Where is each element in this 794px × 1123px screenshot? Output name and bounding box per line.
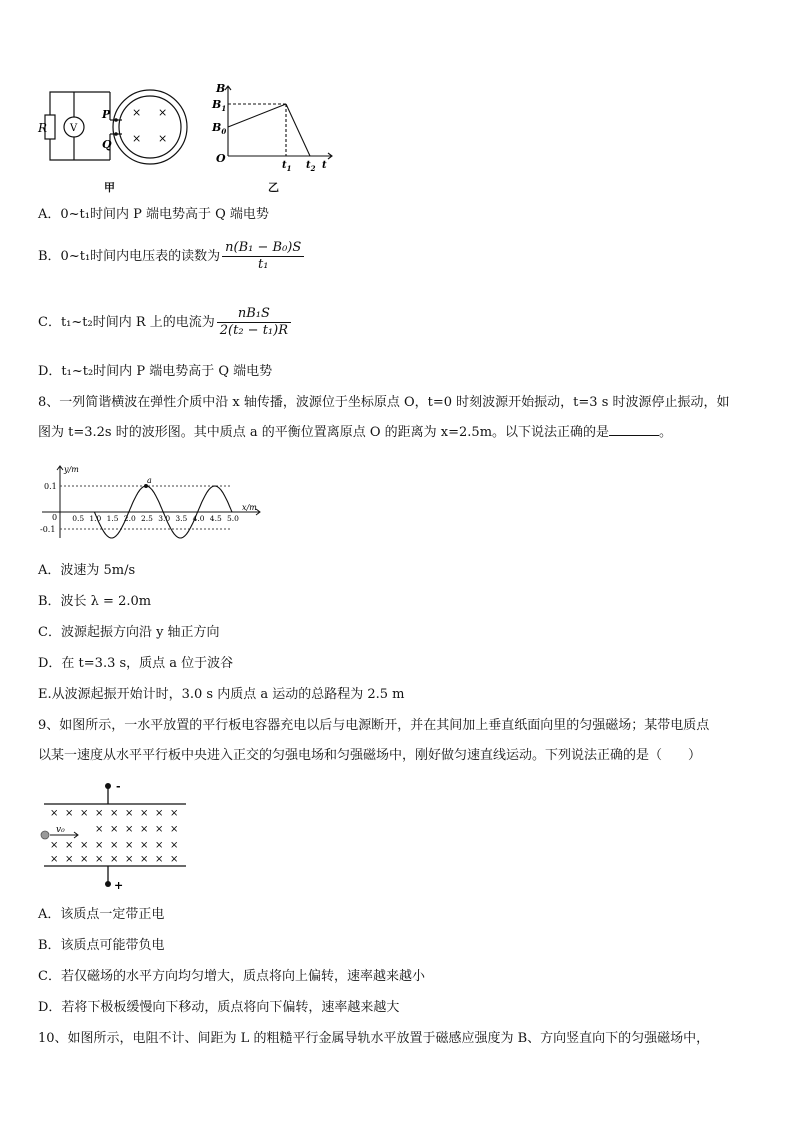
q7-option-b: B．0~t₁时间内电压表的读数为 $\frac{\text{n(B₁ − B₀)S}}{\text{t₁}}$: [38, 240, 304, 273]
field-mark: ×: [80, 808, 89, 819]
particle-a-label: a: [147, 476, 152, 485]
x-tick-label: 1.0: [89, 514, 102, 523]
voltmeter-label: V: [70, 123, 78, 134]
field-mark: ×: [50, 840, 59, 851]
velocity-label: v₀: [56, 825, 65, 835]
minus-terminal: -: [116, 780, 121, 793]
q9-option-c: C．若仅磁场的水平方向均匀增大，质点将向上偏转，速率越来越小: [38, 969, 425, 984]
q10-stem-line1: 10、如图所示，电阻不计、间距为 L 的粗糙平行金属导轨水平放置于磁感应强度为 B、方向竖直向下的匀强磁场中，: [38, 1031, 710, 1046]
field-mark: ×: [140, 840, 149, 851]
field-mark: ×: [50, 808, 59, 819]
q7-option-c: C．t₁~t₂时间内 R 上的电流为 $\frac{\text{nB₁S}}{\text{2(t₂ − t₁)R}}$: [38, 306, 291, 339]
x-tick-label: 3.5: [175, 514, 188, 523]
field-mark: ×: [65, 808, 74, 819]
field-mark: ×: [110, 840, 119, 851]
x-tick-label: 1.5: [106, 514, 119, 523]
field-mark: ×: [95, 854, 104, 865]
y-tick-label: 0.1: [44, 482, 57, 491]
x-tick-label: 3.0: [158, 514, 171, 523]
wave-graph: [36, 462, 266, 542]
field-mark: ×: [140, 854, 149, 865]
origin-label: O: [216, 152, 226, 165]
field-mark: ×: [125, 824, 134, 835]
field-mark: ×: [155, 854, 164, 865]
circuit-figure: [36, 82, 196, 192]
y-tick-label: -0.1: [40, 525, 56, 534]
field-mark: ×: [155, 824, 164, 835]
q8-option-a: A．波速为 5m/s: [38, 563, 136, 578]
q9-option-d: D．若将下极板缓慢向下移动，质点将向下偏转，速率越来越大: [38, 1000, 400, 1015]
q8-option-e: E.从波源起振开始计时，3.0 s 内质点 a 运动的总路程为 2.5 m: [38, 687, 405, 702]
field-mark: ×: [170, 808, 179, 819]
graph-x-axis: t: [322, 160, 327, 171]
field-mark: ×: [50, 854, 59, 865]
q8-stem-line1: 8、一列简谐横波在弹性介质中沿 x 轴传播，波源位于坐标原点 O，t=0 时刻波源开始振动，t=3 s 时波源停止振动，如: [38, 395, 730, 410]
x-tick-label: 2.0: [123, 514, 136, 523]
field-mark: ×: [125, 854, 134, 865]
q9-option-b: B．该质点可能带负电: [38, 938, 165, 953]
field-mark: ×: [110, 854, 119, 865]
field-mark: ×: [125, 808, 134, 819]
q8-option-c: C．波源起振方向沿 y 轴正方向: [38, 625, 220, 640]
field-mark: ×: [80, 840, 89, 851]
answer-blank: [609, 423, 659, 436]
field-mark: ×: [80, 854, 89, 865]
field-mark: ×: [95, 840, 104, 851]
figure-label-yi: 乙: [268, 181, 279, 194]
field-mark: ×: [170, 824, 179, 835]
r-label: R: [38, 121, 48, 135]
x-tick-label: 4.0: [192, 514, 205, 523]
t1-label: $t_1$: [282, 160, 292, 173]
q9-stem-line1: 9、如图所示，一水平放置的平行板电容器充电以后与电源断开，并在其间加上垂直纸面向里的匀强磁场；某带电质点: [38, 718, 710, 733]
field-mark: ×: [158, 132, 168, 145]
field-mark: ×: [155, 808, 164, 819]
field-mark: ×: [132, 132, 142, 145]
b1-label: $B_1$: [212, 98, 227, 113]
q7-option-d: D．t₁~t₂时间内 P 端电势高于 Q 端电势: [38, 364, 273, 379]
x-tick-label: 0.5: [72, 514, 85, 523]
graph-y-axis: B: [216, 82, 226, 95]
field-mark: ×: [170, 854, 179, 865]
p-label: P: [102, 108, 111, 121]
wave-y-label: y/m: [64, 465, 79, 474]
field-mark: ×: [155, 840, 164, 851]
field-mark: ×: [95, 824, 104, 835]
q8-stem-line2: 图为 t=3.2s 时的波形图。其中质点 a 的平衡位置离原点 O 的距离为 x=2.5m。以下说法正确的是 。: [38, 425, 673, 440]
x-tick-label: 5.0: [227, 514, 239, 523]
q-label: Q: [102, 138, 112, 151]
q7-option-a: A．0~t₁时间内 P 端电势高于 Q 端电势: [38, 207, 269, 222]
q8-option-b: B．波长 λ = 2.0m: [38, 594, 152, 609]
b-t-graph: [210, 80, 340, 176]
b0-label: $B_0$: [212, 121, 227, 136]
field-mark: ×: [65, 840, 74, 851]
field-mark: ×: [170, 840, 179, 851]
field-mark: ×: [110, 824, 119, 835]
t2-label: $t_2$: [306, 160, 316, 173]
x-tick-label: 4.5: [209, 514, 222, 523]
capacitor-figure: [36, 776, 196, 894]
field-mark: ×: [158, 106, 168, 119]
plus-terminal: +: [114, 879, 124, 892]
field-mark: ×: [110, 808, 119, 819]
figure-label-jia: 甲: [104, 181, 115, 194]
field-mark: ×: [132, 106, 142, 119]
wave-x-label: x/m: [242, 503, 257, 512]
q8-option-d: D．在 t=3.3 s，质点 a 位于波谷: [38, 656, 234, 671]
field-mark: ×: [65, 854, 74, 865]
field-mark: ×: [125, 840, 134, 851]
q9-stem-line2: 以某一速度从水平平行板中央进入正交的匀强电场和匀强磁场中，刚好做匀速直线运动。下列说法正确的是（ ）: [38, 748, 702, 763]
origin-label: 0: [52, 513, 58, 522]
field-mark: ×: [95, 808, 104, 819]
charged-particle: [41, 831, 49, 839]
field-mark: ×: [140, 808, 149, 819]
field-mark: ×: [140, 824, 149, 835]
q9-option-a: A．该质点一定带正电: [38, 907, 165, 922]
x-tick-label: 2.5: [141, 514, 153, 523]
